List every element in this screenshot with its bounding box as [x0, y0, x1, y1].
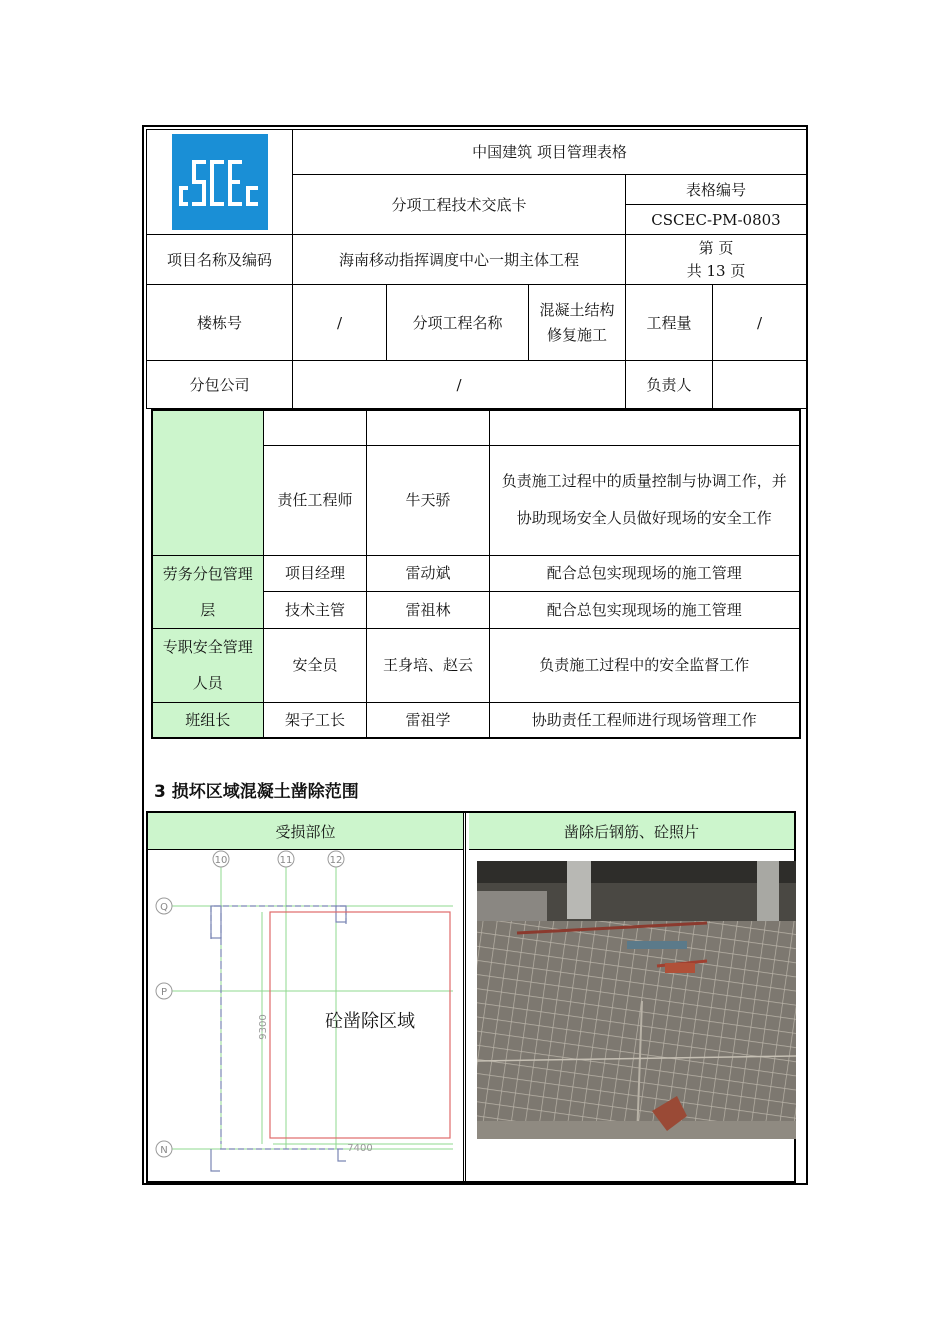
person-value [713, 361, 807, 409]
axis-label-n: N [160, 1145, 168, 1156]
responsibility-table [151, 409, 801, 739]
sub-project-value: 混凝土结构修复施工 [529, 285, 626, 361]
rebar-site-photo [477, 861, 796, 1139]
role-cell: 安全员 [263, 628, 367, 702]
axis-label-10: 10 [214, 855, 228, 866]
damage-location-header: 受损部位 [148, 813, 463, 850]
duty-cell: 负责施工过程中的质量控制与协调工作，并协助现场安全人员做好现场的安全工作 [489, 445, 800, 555]
project-name-label: 项目名称及编码 [147, 235, 293, 285]
damage-drawing [148, 849, 463, 1181]
project-name: 海南移动指挥调度中心一期主体工程 [293, 235, 626, 285]
header-table [146, 129, 807, 409]
subcontract-value: / [293, 361, 626, 409]
duty-cell: 协助责任工程师进行现场管理工作 [489, 702, 800, 738]
page-count [626, 235, 807, 285]
role-cell: 项目经理 [263, 555, 367, 592]
photo-header: 凿除后钢筋、砼照片 [469, 813, 794, 850]
axis-label-12: 12 [329, 855, 343, 866]
name-cell: 雷祖学 [367, 702, 489, 738]
dimension-horizontal: 7400 [347, 1143, 373, 1154]
building-label: 楼栋号 [147, 285, 293, 361]
form-title: 分项工程技术交底卡 [293, 175, 626, 235]
duty-cell: 配合总包实现现场的施工管理 [489, 592, 800, 629]
duty-cell: 负责施工过程中的安全监督工作 [489, 628, 800, 702]
name-cell [367, 410, 489, 445]
role-cell: 架子工长 [263, 702, 367, 738]
damage-area-table [146, 811, 796, 1183]
person-label: 负责人 [626, 361, 713, 409]
company-title: 中国建筑 项目管理表格 [293, 130, 807, 175]
dimension-vertical: 9300 [258, 1014, 269, 1040]
name-cell: 牛天骄 [367, 445, 489, 555]
form-page [142, 125, 808, 1185]
duty-cell [489, 410, 800, 445]
name-cell: 雷祖林 [367, 592, 489, 629]
demolition-area-label: 砼凿除区域 [325, 1011, 415, 1032]
role-cell: 技术主管 [263, 592, 367, 629]
logo-cell [147, 130, 293, 235]
role-cell [263, 410, 367, 445]
form-no: CSCEC-PM-0803 [626, 205, 807, 235]
rebar-photo-image [477, 861, 796, 1139]
sub-project-label: 分项工程名称 [387, 285, 529, 361]
page-number: 第 页 [698, 239, 734, 257]
photo-column [469, 813, 794, 1181]
role-cell: 责任工程师 [263, 445, 367, 555]
axis-label-11: 11 [279, 855, 293, 866]
form-no-label: 表格编号 [626, 175, 807, 205]
group-cell-empty [152, 410, 263, 555]
cscec-logo-icon [177, 142, 263, 222]
name-cell: 雷动斌 [367, 555, 489, 592]
subcontract-label: 分包公司 [147, 361, 293, 409]
building-value: / [293, 285, 387, 361]
damage-location-column [148, 813, 466, 1181]
page-total: 共 13 页 [686, 261, 746, 280]
group-cell: 班组长 [152, 702, 263, 738]
duty-cell: 配合总包实现现场的施工管理 [489, 555, 800, 592]
axis-label-p: P [160, 987, 168, 998]
quantity-value: / [713, 285, 807, 361]
group-cell: 专职安全管理人员 [152, 628, 263, 702]
section-3-title: 3 损坏区域混凝土凿除范围 [154, 782, 359, 802]
quantity-label: 工程量 [626, 285, 713, 361]
name-cell: 王身培、赵云 [367, 628, 489, 702]
cscec-logo [172, 134, 268, 230]
axis-label-q: Q [160, 902, 168, 913]
group-cell: 劳务分包管理层 [152, 555, 263, 628]
